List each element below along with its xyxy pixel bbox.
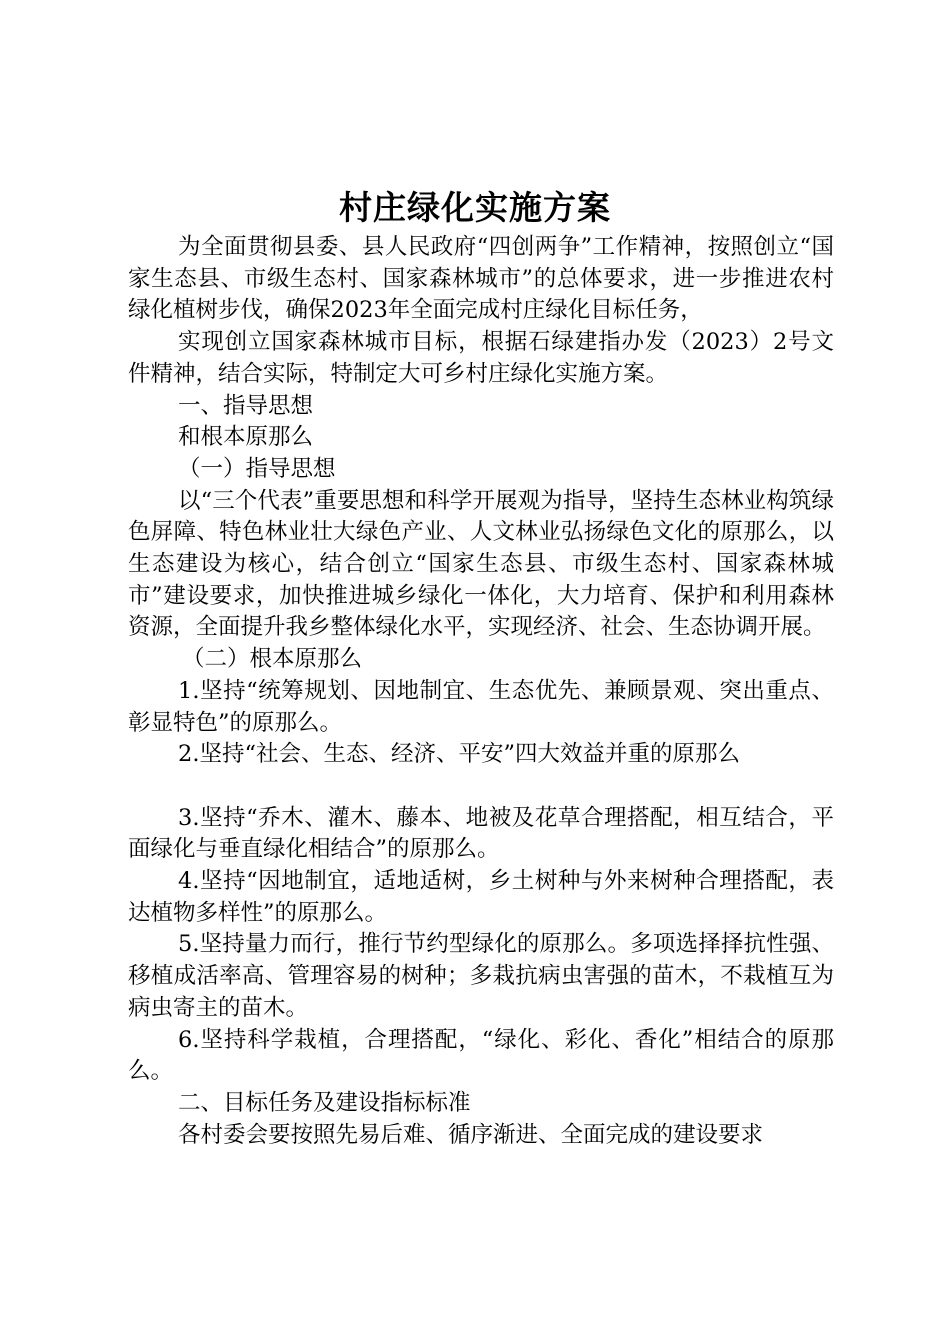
paragraph-goal: 实现创立国家森林城市目标，根据石绿建指办发（2023）2号文件精神，结合实际，特制定大可乡村庄绿化实施方案。	[128, 329, 834, 387]
heading-section-1-cont: 和根本原那么	[178, 424, 314, 451]
principle-item: 5.坚持量力而行，推行节约型绿化的原那么。多项选择择抗性强、移植成活率高、管理容易的树种；多栽抗病虫害强的苗木，不栽植互为病虫寄主的苗木。	[128, 931, 834, 1021]
paragraph-intro: 为全面贯彻县委、县人民政府“四创两争”工作精神，按照创立“国家生态县、市级生态村、国家森林城市”的总体要求，进一步推进农村绿化植树步伐，确保2023年全面完成村庄绿化目标任务，	[128, 234, 834, 324]
principle-item: 2.坚持“社会、生态、经济、平安”四大效益并重的原那么	[178, 741, 740, 768]
principle-item: 3.坚持“乔木、灌木、藤本、地被及花草合理搭配，相互结合，平面绿化与垂直绿化相结合”的原那么。	[128, 804, 834, 863]
heading-section-2: 二、目标任务及建设指标标准	[178, 1089, 471, 1116]
principle-item: 6.坚持科学栽植，合理搭配，“绿化、彩化、香化”相结合的原那么。	[128, 1026, 834, 1085]
subheading-guiding-thought: （一）指导思想	[178, 455, 336, 482]
heading-section-1: 一、指导思想	[178, 392, 314, 419]
principle-item: 1.坚持“统筹规划、因地制宜、生态优先、兼顾景观、突出重点、彰显特色”的原那么。	[128, 677, 834, 736]
document-title: 村庄绿化实施方案	[339, 188, 611, 227]
document-body	[128, 232, 834, 1151]
paragraph-guiding-thought: 以“三个代表”重要思想和科学开展观为指导，坚持生态林业构筑绿色屏障、特色林业壮大绿色产业、人文林业弘扬绿色文化的原那么，以生态建设为核心，结合创立“国家生态县、市级生态村、国家森林城市”建设要求，加快推进城乡绿化一体化，大力培育、保护和利用森林资源，全面提升我乡整体绿化水平，实现经济、社会、生态协调开展。	[128, 487, 834, 641]
subheading-basic-principles: （二）根本原那么	[182, 646, 363, 673]
paragraph-section-2: 各村委会要按照先易后难、循序渐进、全面完成的建设要求	[178, 1121, 764, 1148]
principle-item: 4.坚持“因地制宜，适地适树，乡土树种与外来树种合理搭配，表达植物多样性”的原那么。	[128, 868, 834, 926]
